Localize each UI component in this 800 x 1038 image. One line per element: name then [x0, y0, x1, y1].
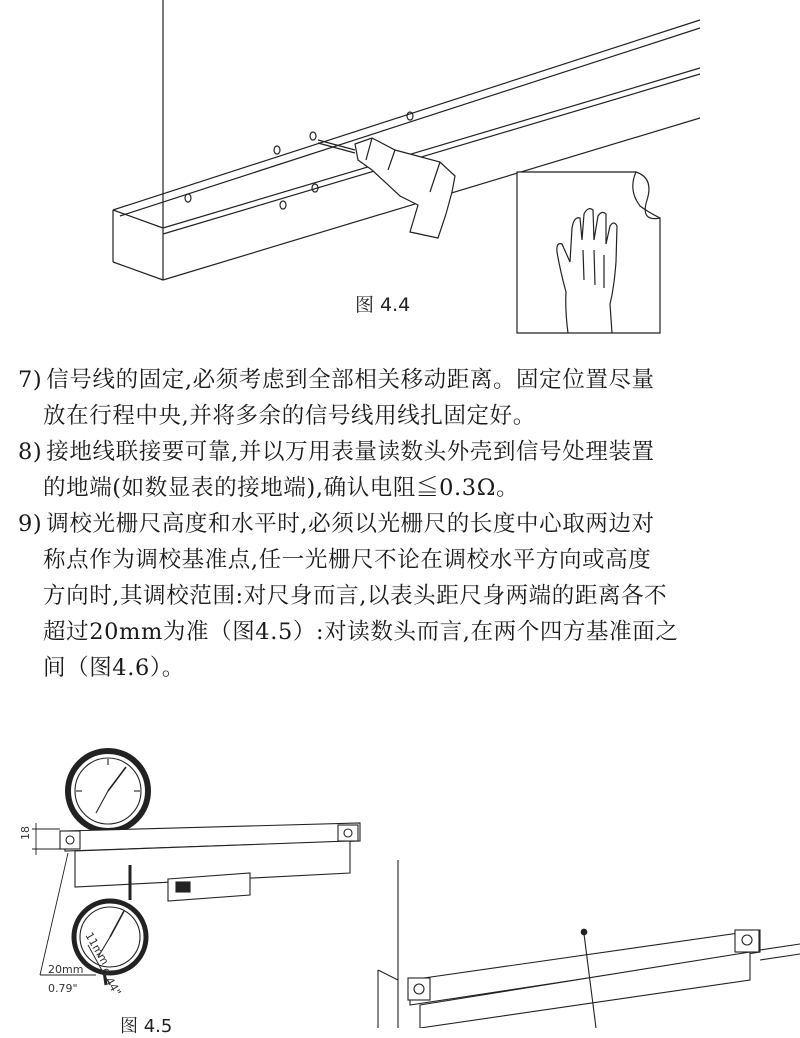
item-line: 超过20mm为准（图4.5）:对读数头而言,在两个四方基准面之	[43, 619, 679, 645]
item-line: 间（图4.6）。	[43, 655, 185, 681]
hand-press-panel	[517, 172, 660, 333]
item-number: 7)	[18, 367, 43, 393]
dim-044-label: 0.44"	[97, 966, 124, 999]
list-item-7	[18, 362, 788, 434]
linear-scale-body	[60, 823, 360, 901]
figure-4-5-caption: 图 4.5	[120, 1016, 173, 1037]
item-line: 的地端(如数显表的接地端),确认电阻≦0.3Ω。	[43, 475, 520, 501]
item-number: 8)	[18, 439, 43, 465]
item-line: 方向时,其调校范围:对尺身而言,以表头距尺身两端的距离各不	[43, 583, 668, 609]
item-line: 信号线的固定,必须考虑到全部相关移动距离。固定位置尽量	[46, 367, 655, 393]
dim-079-label: 0.79"	[48, 982, 78, 995]
item-number: 9)	[18, 511, 43, 537]
instruction-list	[18, 362, 788, 686]
item-line: 接地线联接要可靠,并以万用表量读数头外壳到信号处理装置	[46, 439, 655, 465]
machine-panel	[378, 860, 398, 1028]
dim-18-label: 18	[19, 826, 32, 840]
item-line: 称点作为调校基准点,任一光栅尺不论在调校水平方向或高度	[43, 547, 652, 573]
list-item-9	[18, 506, 788, 686]
item-line: 放在行程中央,并将多余的信号线用线扎固定好。	[43, 403, 536, 429]
dim-20mm-label: 20mm	[48, 963, 84, 976]
figure-4-5-drawing	[0, 745, 380, 1028]
list-item-8	[18, 434, 788, 506]
dial-gauge-top-icon	[68, 751, 148, 831]
figure-4-4-caption: 图 4.4	[355, 294, 411, 316]
dim-11mm-label: 11mm	[82, 930, 112, 968]
item-line: 调校光栅尺高度和水平时,必须以光栅尺的长度中心取两边对	[46, 511, 655, 537]
linear-scale-body	[408, 930, 800, 1028]
figure-4-6-drawing	[370, 860, 800, 1028]
